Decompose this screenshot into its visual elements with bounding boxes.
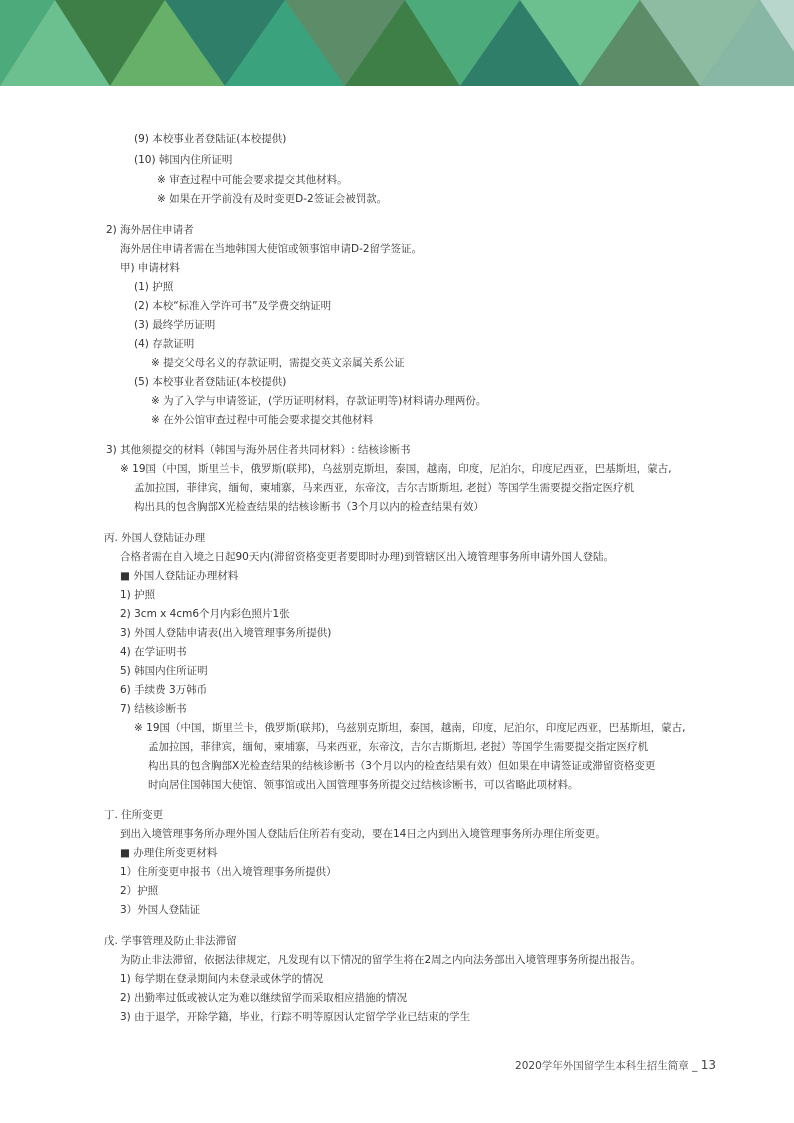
list-item: (3) 最终学历证明 xyxy=(134,319,216,331)
note: ※ 提交父母名义的存款证明，需提交英文亲属关系公证 xyxy=(151,357,405,369)
note: ※ 19国（中国，斯里兰卡，俄罗斯(联邦)，乌兹别克斯坦，泰国，越南，印度，尼泊尔，印度尼西亚，巴基斯坦，蒙古, xyxy=(134,722,686,734)
section-heading: 3) 其他须提交的材料（韩国与海外居住者共同材料）: 结核诊断书 xyxy=(106,444,411,456)
page-number: 13 xyxy=(700,1058,716,1072)
paragraph: 到出入境管理事务所办理外国人登陆后住所若有变动，要在14日之内到出入境管理事务所办理住所变更。 xyxy=(120,828,606,840)
header-banner xyxy=(0,0,794,86)
list-item: (2) 本校“标准入学许可书”及学费交纳证明 xyxy=(134,300,332,312)
paragraph: 为防止非法滞留，依据法律规定，凡发现有以下情况的留学生将在2周之内向法务部出入境管理事务所提出报告。 xyxy=(120,954,642,966)
list-item: 1）住所变更申报书（出入境管理事务所提供） xyxy=(120,866,337,878)
list-item: 3) 外国人登陆申请表(出入境管理事务所提供) xyxy=(120,627,332,639)
list-item: 7) 结核诊断书 xyxy=(120,703,187,715)
paragraph: 海外居住申请者需在当地韩国大使馆或领事馆申请D-2留学签证。 xyxy=(120,243,423,255)
note-continuation: 构出具的包含胸部X光检查结果的结核诊断书（3个月以内的检查结果有效） xyxy=(134,501,484,513)
note: ※ 审查过程中可能会要求提交其他材料。 xyxy=(157,174,348,186)
list-item: 4) 在学证明书 xyxy=(120,646,187,658)
note-continuation: 孟加拉国，菲律宾，缅甸，柬埔寨，马来西亚，东帝汶，吉尔吉斯斯坦, 老挝）等国学生需要提交指定医疗机 xyxy=(134,482,635,494)
footer-title: 2020学年外国留学生本科生招生简章 xyxy=(515,1060,689,1072)
footer-separator: _ xyxy=(692,1060,698,1072)
note-continuation: 时向居住国韩国大使馆、领事馆或出入国管理事务所提交过结核诊断书，可以省略此项材料。 xyxy=(148,779,579,791)
section-heading: 戊. 学事管理及防止非法滞留 xyxy=(104,935,237,947)
list-item: (4) 存款证明 xyxy=(134,338,195,350)
section-heading: 丙. 外国人登陆证办理 xyxy=(104,532,206,544)
list-item: (9) 本校事业者登陆证(本校提供) xyxy=(134,133,287,145)
note: ※ 19国（中国，斯里兰卡，俄罗斯(联邦)，乌兹别克斯坦，泰国，越南，印度，尼泊尔，印度尼西亚，巴基斯坦，蒙古, xyxy=(120,463,672,475)
list-item: 1) 每学期在登录期间内未登录或休学的情况 xyxy=(120,973,324,985)
subheading: ■ 外国人登陆证办理材料 xyxy=(120,570,239,582)
list-item: 2) 出勤率过低或被认定为难以继续留学而采取相应措施的情况 xyxy=(120,992,408,1004)
paragraph: 合格者需在自入境之日起90天内(滞留资格变更者要即时办理)到管辖区出入境管理事务所申请外国人登陆。 xyxy=(120,551,615,563)
note: ※ 如果在开学前没有及时变更D-2签证会被罚款。 xyxy=(157,193,388,205)
list-item: 3）外国人登陆证 xyxy=(120,904,201,916)
list-item: (5) 本校事业者登陆证(本校提供) xyxy=(134,376,287,388)
note-continuation: 孟加拉国，菲律宾，缅甸，柬埔寨，马来西亚，东帝汶，吉尔吉斯斯坦, 老挝）等国学生需要提交指定医疗机 xyxy=(148,741,649,753)
subheading: 甲) 申请材料 xyxy=(120,262,180,274)
note-continuation: 构出具的包含胸部X光检查结果的结核诊断书（3个月以内的检查结果有效）但如果在申请签证或滞留资格变更 xyxy=(148,760,656,772)
list-item: 5) 韩国内住所证明 xyxy=(120,665,208,677)
list-item: (10) 韩国内住所证明 xyxy=(134,154,233,166)
subheading: ■ 办理住所变更材料 xyxy=(120,847,218,859)
list-item: 1) 护照 xyxy=(120,589,156,601)
list-item: (1) 护照 xyxy=(134,281,174,293)
list-item: 6) 手续费 3万韩币 xyxy=(120,684,208,696)
note: ※ 为了入学与申请签证，(学历证明材料，存款证明等)材料请办理两份。 xyxy=(151,395,487,407)
page-footer xyxy=(515,1058,716,1073)
note: ※ 在外公馆审查过程中可能会要求提交其他材料 xyxy=(151,414,374,426)
list-item: 2) 3cm x 4cm6个月内彩色照片1张 xyxy=(120,608,290,620)
list-item: 2）护照 xyxy=(120,885,159,897)
list-item: 3) 由于退学，开除学籍，毕业，行踪不明等原因认定留学学业已结束的学生 xyxy=(120,1011,471,1023)
section-heading: 丁. 住所变更 xyxy=(104,809,164,821)
section-heading: 2) 海外居住申请者 xyxy=(106,224,194,236)
